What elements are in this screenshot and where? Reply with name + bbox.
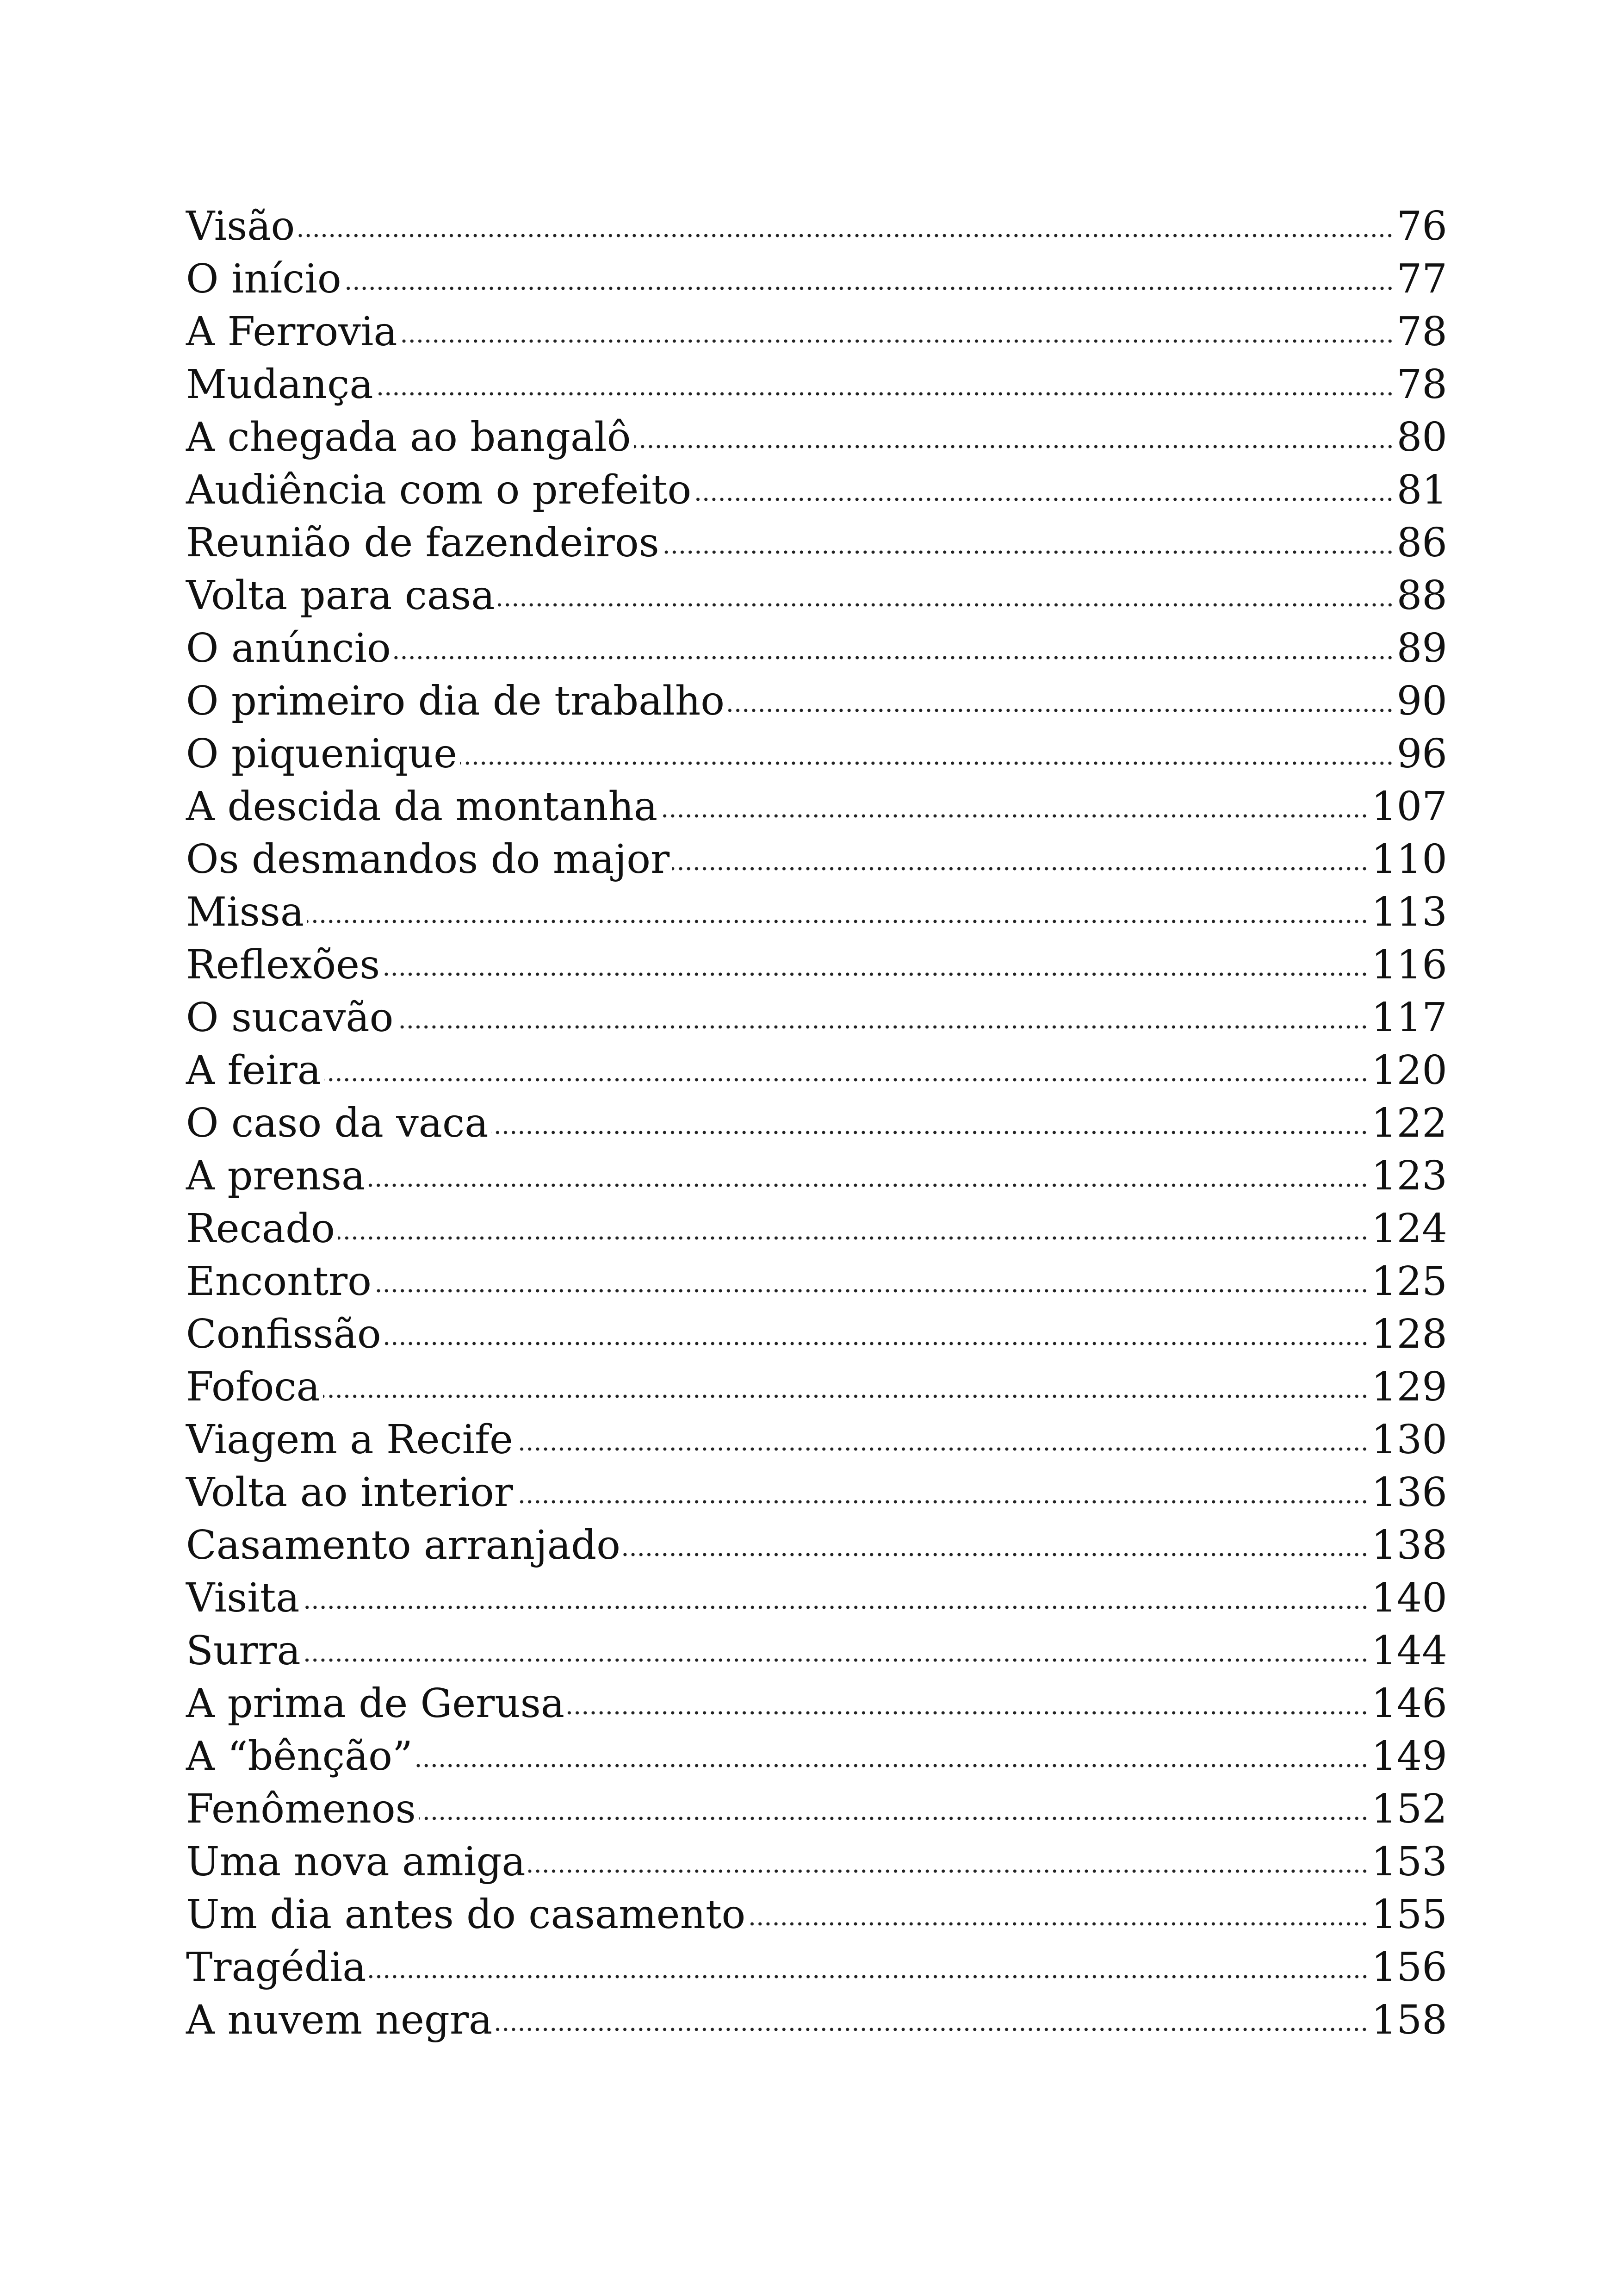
toc-entry	[186, 1308, 1447, 1361]
toc-entry-title: Uma nova amiga	[186, 1839, 526, 1885]
dot-leader	[516, 1498, 1369, 1506]
dot-leader	[400, 337, 1394, 345]
toc-entry-title: Confissão	[186, 1311, 381, 1357]
toc-entry	[186, 939, 1447, 991]
toc-entry	[186, 991, 1447, 1044]
toc-entry-page-number: 128	[1371, 1311, 1447, 1357]
toc-entry	[186, 1466, 1447, 1519]
table-of-contents	[186, 200, 1447, 2047]
toc-entry	[186, 516, 1447, 569]
toc-entry-page-number: 107	[1371, 784, 1447, 830]
toc-entry-page-number: 156	[1371, 1944, 1447, 1991]
toc-entry	[186, 200, 1447, 253]
toc-entry-page-number: 120	[1371, 1047, 1447, 1094]
toc-entry	[186, 358, 1447, 411]
toc-entry	[186, 1255, 1447, 1308]
dot-leader	[727, 706, 1394, 715]
toc-entry-page-number: 81	[1396, 467, 1447, 513]
toc-entry-page-number: 86	[1396, 520, 1447, 566]
toc-entry-title: O primeiro dia de trabalho	[186, 678, 725, 724]
dot-leader	[394, 653, 1394, 662]
toc-entry-page-number: 158	[1371, 1997, 1447, 2043]
toc-entry	[186, 1677, 1447, 1730]
toc-entry-title: Casamento arranjado	[186, 1522, 620, 1568]
toc-entry-page-number: 124	[1371, 1206, 1447, 1252]
toc-entry	[186, 1044, 1447, 1097]
toc-entry-page-number: 110	[1371, 836, 1447, 883]
toc-entry-title: Surra	[186, 1628, 301, 1674]
toc-entry	[186, 1836, 1447, 1888]
dot-leader	[324, 1076, 1369, 1084]
toc-entry	[186, 1888, 1447, 1941]
toc-entry	[186, 1361, 1447, 1413]
toc-entry-title: Um dia antes do casamento	[186, 1892, 746, 1938]
toc-entry	[186, 675, 1447, 728]
toc-entry-title: Fenômenos	[186, 1786, 416, 1832]
dot-leader	[303, 1603, 1369, 1612]
toc-entry-page-number: 77	[1396, 256, 1447, 302]
toc-entry-page-number: 80	[1396, 414, 1447, 460]
toc-entry-page-number: 138	[1371, 1522, 1447, 1568]
toc-entry-page-number: 153	[1371, 1839, 1447, 1885]
toc-entry-title: Viagem a Recife	[186, 1417, 513, 1463]
dot-leader	[748, 1920, 1369, 1928]
dot-leader	[662, 548, 1394, 556]
toc-entry-title: A chegada ao bangalô	[186, 414, 631, 460]
toc-entry	[186, 1941, 1447, 1994]
toc-entry-page-number: 123	[1371, 1153, 1447, 1199]
toc-entry	[186, 728, 1447, 780]
toc-entry-page-number: 76	[1396, 203, 1447, 249]
toc-entry-title: O caso da vaca	[186, 1100, 489, 1146]
toc-entry-title: O início	[186, 256, 341, 302]
toc-entry-title: Visita	[186, 1575, 300, 1621]
toc-entry-title: A nuvem negra	[186, 1997, 493, 2043]
toc-entry	[186, 1730, 1447, 1783]
dot-leader	[567, 1709, 1369, 1717]
toc-entry-title: Volta ao interior	[186, 1469, 513, 1516]
dot-leader	[383, 970, 1369, 978]
toc-entry-page-number: 90	[1396, 678, 1447, 724]
toc-entry	[186, 411, 1447, 464]
toc-entry-page-number: 129	[1371, 1364, 1447, 1410]
toc-entry	[186, 569, 1447, 622]
dot-leader	[384, 1339, 1369, 1348]
toc-entry-title: Reunião de fazendeiros	[186, 520, 659, 566]
dot-leader	[396, 1023, 1368, 1031]
toc-entry-page-number: 125	[1371, 1258, 1447, 1305]
toc-entry	[186, 1994, 1447, 2047]
toc-entry-title: A descida da montanha	[186, 784, 658, 830]
toc-entry	[186, 833, 1447, 886]
toc-entry-title: O sucavão	[186, 995, 394, 1041]
dot-leader	[660, 812, 1369, 820]
toc-entry-title: Missa	[186, 889, 304, 935]
toc-entry-title: A Ferrovia	[186, 309, 397, 355]
toc-entry-page-number: 96	[1396, 731, 1447, 777]
toc-entry-page-number: 149	[1371, 1733, 1447, 1780]
toc-entry-page-number: 140	[1371, 1575, 1447, 1621]
toc-entry-title: Os desmandos do major	[186, 836, 670, 883]
toc-entry	[186, 1413, 1447, 1466]
toc-entry-page-number: 130	[1371, 1417, 1447, 1463]
toc-entry-page-number: 78	[1396, 361, 1447, 408]
toc-entry	[186, 1150, 1447, 1202]
dot-leader	[516, 1445, 1369, 1453]
toc-entry-title: Tragédia	[186, 1944, 366, 1991]
dot-leader	[376, 390, 1394, 398]
toc-entry-title: O piquenique	[186, 731, 457, 777]
toc-entry	[186, 1519, 1447, 1572]
toc-entry-title: Reflexões	[186, 942, 380, 988]
dot-leader	[338, 1234, 1369, 1242]
dot-leader	[498, 601, 1394, 609]
toc-entry-title: A “bênção”	[186, 1733, 413, 1780]
toc-entry-page-number: 122	[1371, 1100, 1447, 1146]
toc-entry	[186, 780, 1447, 833]
toc-entry	[186, 1097, 1447, 1150]
toc-entry-page-number: 88	[1396, 572, 1447, 619]
toc-entry-page-number: 146	[1371, 1680, 1447, 1727]
dot-leader	[694, 495, 1394, 504]
toc-entry	[186, 1624, 1447, 1677]
toc-entry-title: Recado	[186, 1206, 335, 1252]
toc-entry-page-number: 78	[1396, 309, 1447, 355]
toc-entry	[186, 305, 1447, 358]
toc-entry	[186, 1783, 1447, 1836]
toc-entry	[186, 253, 1447, 305]
toc-entry-page-number: 136	[1371, 1469, 1447, 1516]
toc-entry-page-number: 117	[1371, 995, 1447, 1041]
toc-entry	[186, 886, 1447, 939]
toc-entry-page-number: 116	[1371, 942, 1447, 988]
toc-entry	[186, 622, 1447, 675]
dot-leader	[368, 1181, 1369, 1189]
dot-leader	[369, 1972, 1369, 1981]
toc-entry-title: Encontro	[186, 1258, 372, 1305]
toc-entry-title: A prima de Gerusa	[186, 1680, 565, 1727]
toc-entry	[186, 464, 1447, 516]
toc-entry-title: A prensa	[186, 1153, 366, 1199]
toc-entry-title: Volta para casa	[186, 572, 495, 619]
dot-leader	[495, 2025, 1369, 2034]
toc-entry-page-number: 89	[1396, 625, 1447, 672]
toc-entry-title: Fofoca	[186, 1364, 320, 1410]
toc-entry-page-number: 144	[1371, 1628, 1447, 1674]
toc-entry-title: Audiência com o prefeito	[186, 467, 692, 513]
dot-leader	[419, 1814, 1369, 1823]
toc-entry-title: Mudança	[186, 361, 373, 408]
dot-leader	[298, 231, 1394, 240]
toc-entry-title: Visão	[186, 203, 295, 249]
dot-leader	[672, 865, 1369, 873]
toc-entry	[186, 1202, 1447, 1255]
dot-leader	[623, 1550, 1369, 1559]
dot-leader	[528, 1867, 1369, 1875]
dot-leader	[307, 917, 1369, 926]
toc-entry-page-number: 155	[1371, 1892, 1447, 1938]
dot-leader	[374, 1287, 1369, 1295]
dot-leader	[460, 759, 1394, 767]
dot-leader	[491, 1128, 1368, 1137]
toc-entry-page-number: 152	[1371, 1786, 1447, 1832]
dot-leader	[304, 1656, 1369, 1664]
toc-entry	[186, 1572, 1447, 1624]
dot-leader	[415, 1761, 1369, 1770]
dot-leader	[344, 284, 1394, 292]
dot-leader	[323, 1392, 1369, 1400]
toc-entry-title: O anúncio	[186, 625, 391, 672]
dot-leader	[634, 442, 1394, 451]
toc-entry-title: A feira	[186, 1047, 322, 1094]
toc-entry-page-number: 113	[1371, 889, 1447, 935]
